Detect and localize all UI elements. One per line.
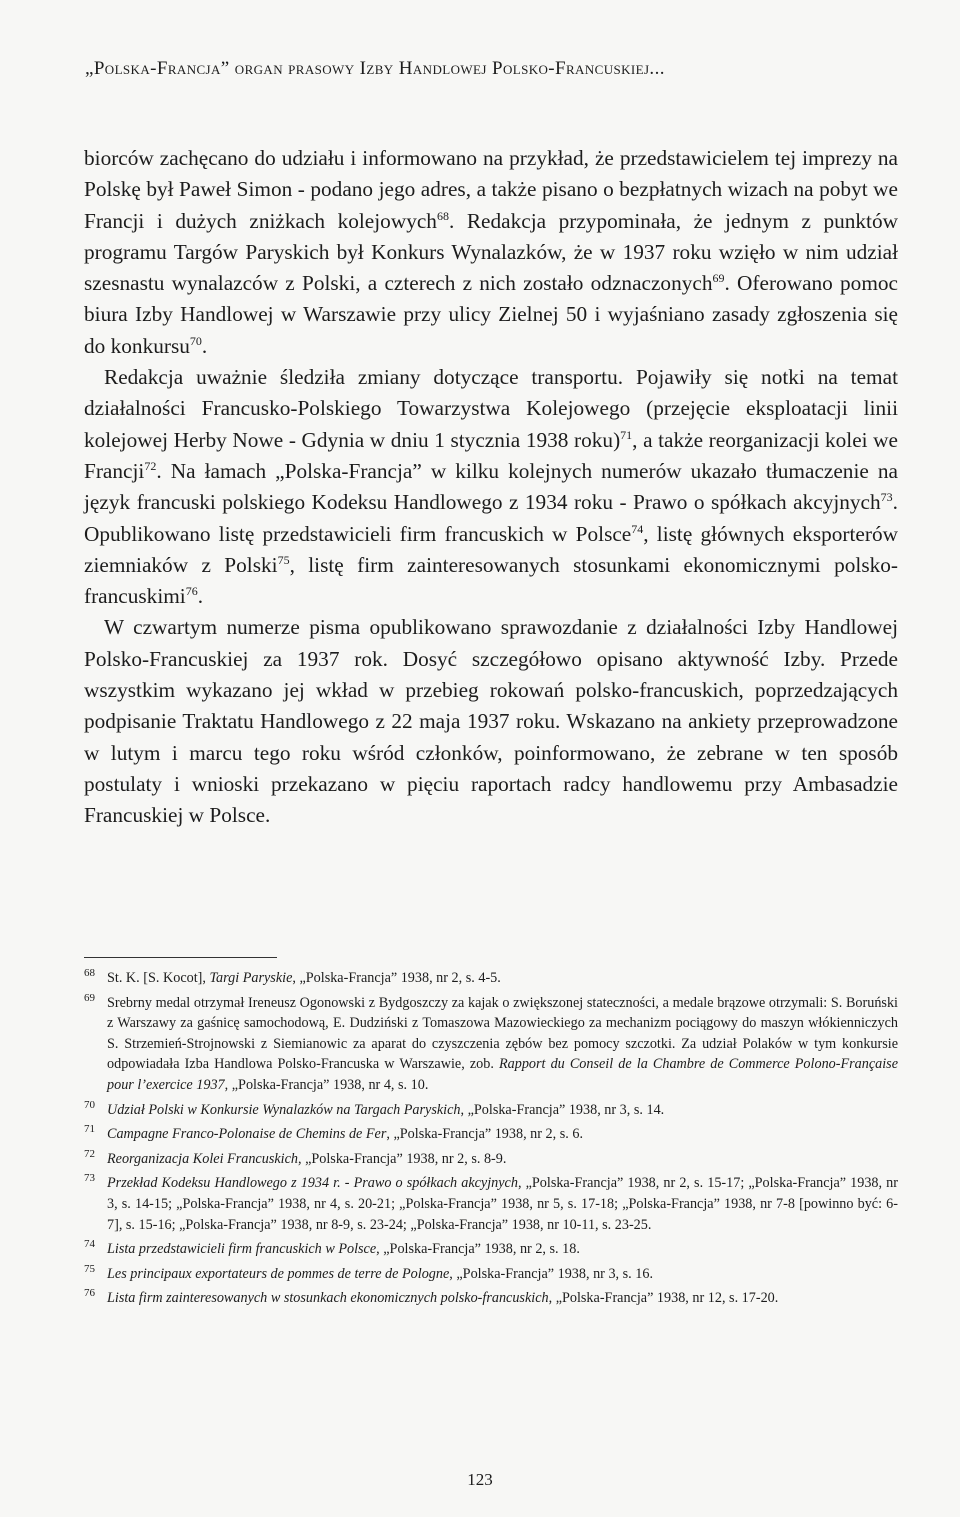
text-run: , listę firm zainteresowanych stosunkami ekonomicznymi polsko-francuskimi xyxy=(84,552,898,609)
footnote-text-run: , „Polska-Francja” 1938, nr 3, s. 16. xyxy=(449,1265,653,1282)
footnote-74 xyxy=(84,1239,898,1260)
footnote-text-run: Srebrny medal otrzymał Ireneusz Ogonowski z Bydgoszczy za kajak o zwiększonej stateczności, a medale brązowe otrzymali: S. Boruński z Warszawy za gaśnicę samochodową, E. Dudziński z Tomaszowa Mazowieckiego za mechanizm pociągowy do maszyn włókienniczych S. Strzemień-Strojnowski z Siemianowic za aparat do czyszczenia zębów bez pomocy szczotki. Za udział Polaków w tym konkursie odpowiadała Izba Handlowa Polsko-Francuska w Warszawie, zob. xyxy=(107,994,898,1073)
footnote-title: Rapport du Conseil de la Chambre de Commerce Polono-Française pour l’exercice 1937 xyxy=(107,1056,899,1093)
footnote-title: Przekład Kodeksu Handlowego z 1934 r. - Prawo o spółkach akcyjnych xyxy=(107,1175,518,1192)
footnote-title: Lista przedstawicieli firm francuskich w Polsce xyxy=(107,1241,377,1258)
footnote-text-run: , „Polska-Francja” 1938, nr 2, s. 4-5. xyxy=(292,970,501,986)
footnote-title: Les principaux exportateurs de pommes de terre de Pologne xyxy=(107,1265,450,1282)
footnote-number: 68 xyxy=(84,967,95,979)
footnote-text xyxy=(107,1175,898,1232)
footnote-72 xyxy=(84,1149,898,1170)
footnote-title: Campagne Franco-Polonaise de Chemins de Fer xyxy=(107,1126,387,1143)
footnotes xyxy=(84,968,898,1313)
text-run: . Opublikowano listę przedstawicieli firm francuskich w Polsce xyxy=(84,490,898,546)
footnote-71 xyxy=(84,1124,898,1145)
footnote-text xyxy=(107,970,501,986)
paragraph-3: W czwartym numerze pisma opublikowano sprawozdanie z działalności Izby Handlowej Polsko-Francuskiej za 1937 rok. Dosyć szczegółowo opisano aktywność Izby. Przede wszystkim wykazano jej wkład w przebieg rokowań polsko-francuskich, poprzedzających podpisanie Traktatu Handlowego z 22 maja 1937 roku. Wskazano na ankiety przeprowadzone w lutym i marcu tego roku wśród członków, poinformowano, że zebrane w ten sposób postulaty i wnioski przekazano w pięciu raportach radcy handlowemu przy Ambasadzie Francuskiej w Polsce. xyxy=(84,615,898,828)
footnote-text xyxy=(107,1241,580,1257)
text-run: Redakcja uważnie śledziła zmiany dotyczące transportu. Pojawiły się notki na temat działalności Francusko-Polskiego Towarzystwa Kolejowego (przejęcie eksploatacji linii kolejowej Herby Nowe - Gdynia w dniu 1 stycznia 1938 roku) xyxy=(84,365,898,452)
footnote-title: Lista firm zainteresowanych w stosunkach ekonomicznych polsko-francuskich xyxy=(107,1290,549,1307)
running-header: „Polska-Francja” organ prasowy Izby Handlowej Polsko-Francuskiej... xyxy=(85,58,665,79)
footnote-text xyxy=(107,1290,778,1306)
footnote-text xyxy=(107,995,898,1093)
text-run: . Na łamach „Polska-Francja” w kilku kolejnych numerów ukazało tłumaczenie na język francuski polskiego Kodeksu Handlowego z 1934 roku - Prawo o spółkach akcyjnych xyxy=(84,458,898,515)
footnote-number: 74 xyxy=(84,1238,95,1251)
footnote-number: 71 xyxy=(84,1123,95,1136)
text-run: . xyxy=(201,333,208,358)
footnote-76 xyxy=(84,1288,898,1309)
footnote-ref-76: 76 xyxy=(185,584,198,599)
footnote-number: 72 xyxy=(84,1147,95,1160)
footnote-text xyxy=(107,1266,653,1282)
footnote-ref-69: 69 xyxy=(712,271,725,286)
footnote-73 xyxy=(84,1173,898,1235)
footnote-ref-75: 75 xyxy=(277,552,290,567)
footnote-text xyxy=(107,1151,506,1167)
footnote-text-run: , „Polska-Francja” 1938, nr 2, s. 18. xyxy=(376,1241,580,1258)
footnote-text-run: , „Polska-Francja” 1938, nr 2, s. 15-17; „Polska-Francja” 1938, nr 3, s. 14-15; „Polska-Francja” 1938, nr 4, s. 20-21; „Polska-Francja” 1938, nr 5, s. 17-18; „Polska-Francja” 1938, nr 7-8 [powinno być: 6-7], s. 15-16; „Polska-Francja” 1938, nr 8-9, s. 23-24; „Polska-Francja” 1938, nr 10-11, s. 23-25. xyxy=(107,1175,898,1233)
text-run: . Redakcja przypominała, że jednym z punktów programu Targów Paryskich był Konkurs Wynalazków, że w 1937 roku wzięło w nim udział szesnastu wynalazców z Polski, a czterech z nich zostało odznaczonych xyxy=(84,208,898,296)
footnote-title: Targi Paryskie xyxy=(209,970,293,986)
footnote-ref-68: 68 xyxy=(436,208,449,223)
footnote-text-run: , „Polska-Francja” 1938, nr 3, s. 14. xyxy=(460,1101,665,1118)
footnote-text-run: , „Polska-Francja” 1938, nr 2, s. 6. xyxy=(386,1126,583,1143)
footnote-text xyxy=(107,1126,583,1142)
footnote-68 xyxy=(84,968,898,989)
main-text xyxy=(84,143,898,832)
footnote-title: Reorganizacja Kolei Francuskich xyxy=(107,1150,298,1167)
footnote-ref-72: 72 xyxy=(144,458,157,473)
footnote-number: 69 xyxy=(84,991,95,1004)
footnote-separator xyxy=(84,957,277,958)
footnote-ref-73: 73 xyxy=(880,490,893,505)
footnote-ref-70: 70 xyxy=(189,333,202,348)
footnote-ref-74: 74 xyxy=(631,521,644,536)
text-run: biorców zachęcano do udziału i informowano na przykład, że przedstawicielem tej imprezy na Polskę był Paweł Simon - podano jego adres, a także pisano o bezpłatnych wizach na pobyt we Francji i dużych zniżkach kolejowych xyxy=(84,146,898,233)
footnote-number: 75 xyxy=(84,1262,95,1275)
text-run: . Oferowano pomoc biura Izby Handlowej w Warszawie przy ulicy Zielnej 50 i wyjaśniano zasady zgłoszenia się do konkursu xyxy=(84,271,898,358)
footnote-text-run: , „Polska-Francja” 1938, nr 4, s. 10. xyxy=(224,1076,429,1093)
footnote-text-run: , „Polska-Francja” 1938, nr 12, s. 17-20. xyxy=(548,1290,779,1307)
footnote-text-run: St. K. [S. Kocot], xyxy=(107,970,210,986)
footnote-number: 76 xyxy=(84,1287,95,1300)
page-number: 123 xyxy=(467,1470,493,1489)
footnote-text xyxy=(107,1102,664,1118)
footnote-number: 73 xyxy=(84,1172,95,1185)
footnote-69 xyxy=(84,993,898,1096)
footnote-75 xyxy=(84,1264,898,1285)
text-run: . xyxy=(197,584,204,609)
footnote-ref-71: 71 xyxy=(620,427,633,442)
footnote-text-run: , „Polska-Francja” 1938, nr 2, s. 8-9. xyxy=(297,1150,507,1167)
footnote-70 xyxy=(84,1100,898,1121)
footnote-title: Udział Polski w Konkursie Wynalazków na Targach Paryskich xyxy=(107,1101,461,1118)
text-run: , listę głównych eksporterów ziemniaków z Polski xyxy=(84,521,898,577)
footnote-number: 70 xyxy=(84,1098,95,1111)
text-run: , a także reorganizacji kolei we Francji xyxy=(84,427,899,483)
paragraph-2 xyxy=(84,362,898,612)
paragraph-1 xyxy=(84,143,898,362)
